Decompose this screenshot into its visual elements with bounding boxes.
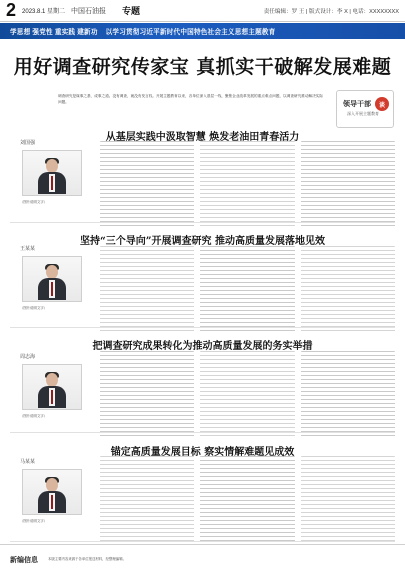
badge-subtitle: 深入开展主题教育 — [347, 111, 379, 116]
lead-paragraph: 调查研究是谋事之基、成事之道。没有调查，就没有发言权。开展主题教育以来，各单位深入基层一线，聚焦企业改革发展的重点难点问题，以调查研究推动解决实际问题。 — [58, 94, 323, 104]
author-caption: （图片说明文字） — [20, 414, 48, 418]
text-column — [100, 351, 194, 437]
text-column — [200, 351, 294, 437]
author-name: 马某某 — [20, 459, 36, 465]
badge-title: 领导干部 — [343, 101, 371, 108]
author-name: 王某某 — [20, 246, 36, 252]
person-icon — [35, 476, 69, 514]
section-heading: 锚定高质量发展目标 察实情解难题见成效 — [110, 447, 295, 458]
main-headline: 用好调查研究传家宝 真抓实干破解发展难题 — [13, 56, 392, 78]
article-body — [100, 351, 395, 437]
person-icon — [35, 263, 69, 301]
header-meta: 责任编辑：罗 王 | 版式设计：李 X | 电话：XXXXXXXX — [263, 8, 399, 15]
author-name: 周志海 — [20, 354, 36, 360]
text-column — [200, 141, 294, 227]
page-number: 2 — [6, 0, 17, 20]
text-column — [100, 456, 194, 542]
text-column — [100, 141, 194, 227]
article-body — [100, 141, 395, 227]
author-profile — [20, 458, 98, 553]
author-photo — [22, 256, 82, 302]
author-photo — [22, 469, 82, 515]
column-badge — [336, 90, 394, 128]
page-footer — [0, 544, 405, 575]
author-profile — [20, 139, 98, 234]
section-label: 专题 — [122, 6, 141, 16]
article-columns — [100, 246, 395, 332]
author-profile — [20, 353, 98, 448]
banner-right-text: 以学习贯彻习近平新时代中国特色社会主义思想主题教育 — [105, 29, 276, 36]
text-column — [301, 141, 395, 227]
text-column — [200, 246, 294, 332]
text-column — [301, 456, 395, 542]
badge-seal: 谈 — [375, 97, 389, 111]
author-photo — [22, 150, 82, 196]
text-column — [200, 456, 294, 542]
page-header — [0, 0, 405, 22]
author-profile — [20, 245, 98, 340]
author-photo — [22, 364, 82, 410]
text-column — [301, 351, 395, 437]
section-heading: 从基层实践中汲取智慧 焕发老油田青春活力 — [105, 132, 300, 143]
person-icon — [35, 157, 69, 195]
author-caption: （图片说明文字） — [20, 306, 48, 310]
author-caption: （图片说明文字） — [20, 200, 48, 204]
article-body — [100, 246, 395, 332]
person-icon — [35, 371, 69, 409]
theme-banner — [0, 23, 405, 39]
author-name: 刘国强 — [20, 140, 36, 146]
article-columns — [100, 141, 395, 227]
newspaper-brand: 中国石油报 — [71, 7, 107, 15]
banner-left-text: 学思想 强党性 重实践 建新功 — [10, 29, 98, 36]
section-heading: 坚持“三个导向”开展调查研究 推动高质量发展落地见效 — [80, 236, 325, 247]
text-column — [100, 246, 194, 332]
text-column — [301, 246, 395, 332]
issue-date: 2023.8.1 星期二 — [22, 9, 66, 15]
footer-text: 本版主要内容来源于各单位报送材料，经整理编辑。 — [48, 557, 126, 562]
article-columns — [100, 351, 395, 437]
article-columns — [100, 456, 395, 542]
article-body — [100, 456, 395, 542]
section-heading: 把调查研究成果转化为推动高质量发展的务实举措 — [92, 341, 313, 352]
footer-label: 新编信息 — [10, 557, 38, 564]
author-caption: （图片说明文字） — [20, 519, 48, 523]
